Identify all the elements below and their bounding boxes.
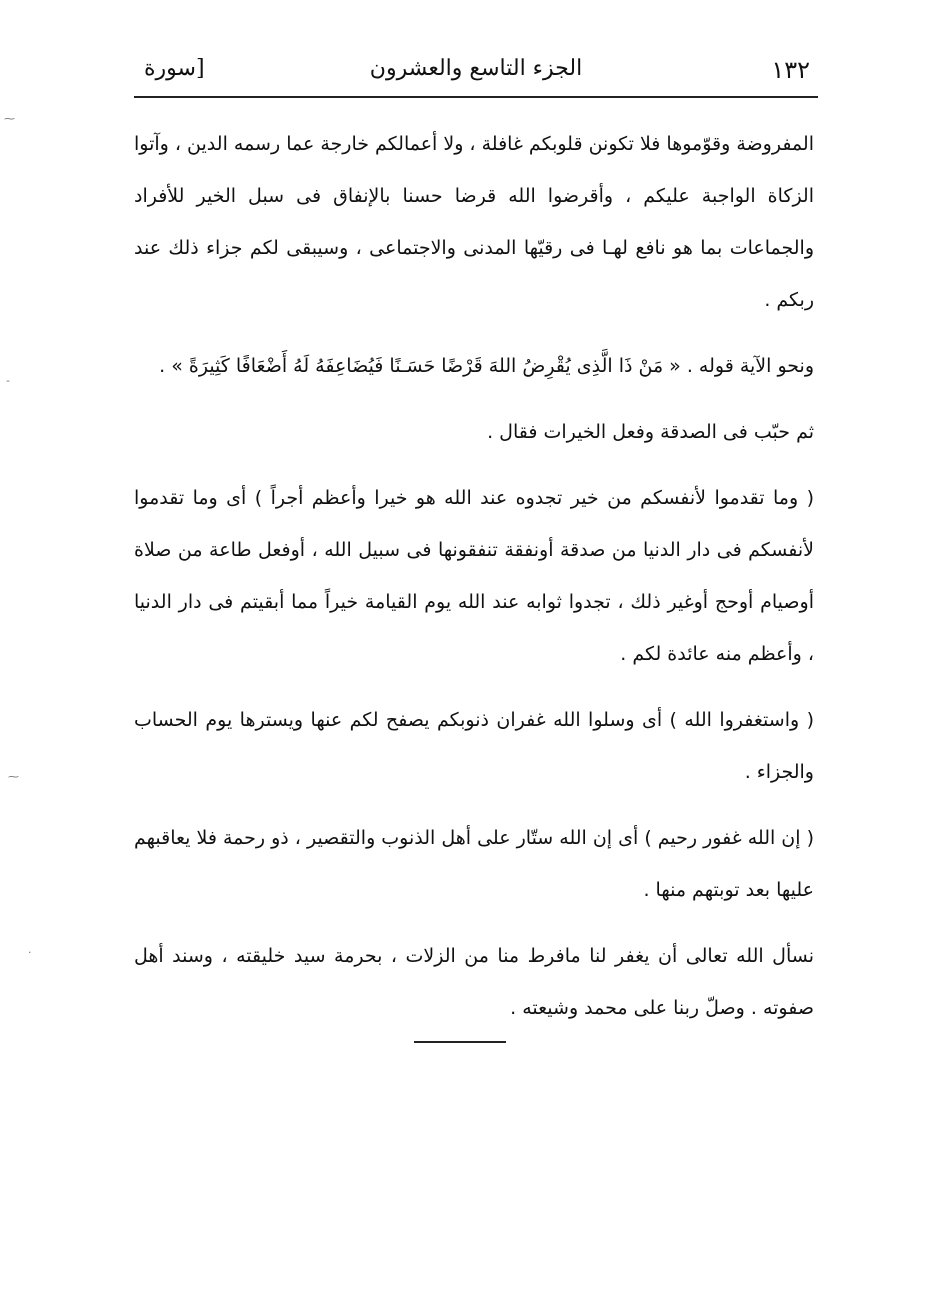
page-number: ١٣٢: [771, 56, 810, 84]
body-text: [134, 118, 814, 1034]
header-rule: [134, 96, 818, 98]
scan-speck: ⁓: [8, 770, 19, 783]
surah-label: [سورة: [144, 56, 205, 81]
running-title: الجزء التاسع والعشرون: [369, 56, 583, 81]
page-header: [134, 50, 818, 98]
paragraph-3: ثم حبّب فى الصدقة وفعل الخيرات فقال .: [487, 421, 814, 443]
paragraph-7-closing-prayer: نسأل الله تعالى أن يغفر لنا مافرط منا من الزلات ، بحرمة سيد خليقته ، وسند أهل صفوته . وصلّ ربنا على محمد وشيعته .: [134, 945, 814, 1019]
scan-speck: -: [6, 374, 10, 387]
paragraph-4: ( وما تقدموا لأنفسكم من خير تجدوه عند الله هو خيرا وأعظم أجراً ) أى وما تقدموا لأنفسكم فى دار الدنيا من صدقة أونفقة تنفقونها فى سبيل الله ، أوفعل طاعة من صلاة أوصيام أوحج أوغير ذلك ، تجدوا ثوابه عند الله يوم القيامة خيراً مما أبقيتم فى دار الدنيا ، وأعظم منه عائدة لكم .: [134, 487, 814, 665]
scan-speck: ⁓: [4, 112, 15, 125]
end-rule: [414, 1041, 506, 1043]
paragraph-6: ( إن الله غفور رحيم ) أى إن الله ستّار على أهل الذنوب والتقصير ، ذو رحمة فلا يعاقبهم عليها بعد توبتهم منها .: [134, 827, 814, 901]
paragraph-1: المفروضة وقوّموها فلا تكونن قلوبكم غافلة ، ولا أعمالكم خارجة عما رسمه الدين ، وآتوا الزكاة الواجبة عليكم ، وأقرضوا الله قرضا حسنا بالإنفاق فى سبل الخير للأفراد والجماعات بما هو نافع لهـا فى رقيّها المدنى والاجتماعى ، وسيبقى لكم جزاء ذلك عند ربكم .: [134, 133, 814, 311]
paragraph-2-quran-verse: ونحو الآية قوله . « مَنْ ذَا الَّذِى يُقْرِضُ اللهَ قَرْضًا حَسَـنًا فَيُضَاعِفَهُ لَهُ أَضْعَافًا كَثِيرَةً » .: [159, 355, 814, 377]
scan-speck: ·: [28, 946, 32, 959]
paragraph-5: ( واستغفروا الله ) أى وسلوا الله غفران ذنوبكم يصفح لكم عنها ويسترها يوم الحساب والجزاء .: [134, 709, 814, 783]
